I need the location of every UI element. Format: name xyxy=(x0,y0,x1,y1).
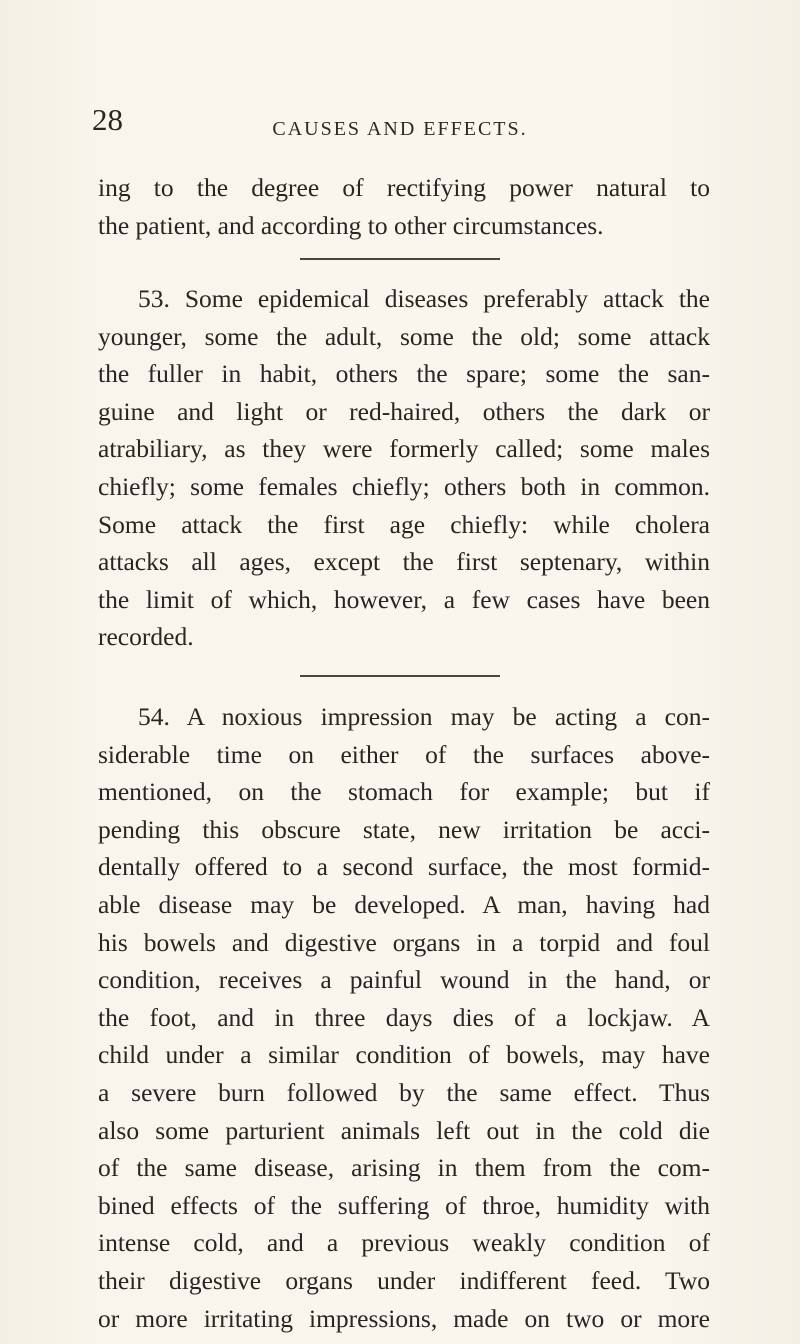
text-line: Some attack the first age chiefly: while cholera xyxy=(98,509,710,539)
text-line: a severe burn followed by the same effect. Thus xyxy=(98,1077,710,1107)
text-line: siderable time on either of the surfaces above- xyxy=(98,739,710,769)
text-line: bined effects of the suffering of throe, humidity with xyxy=(98,1190,710,1220)
page-number: 28 xyxy=(92,102,123,137)
text-line: their digestive organs under indifferent feed. Two xyxy=(98,1265,710,1295)
text-line: 54. A noxious impression may be acting a con- xyxy=(138,702,710,731)
text-line: attacks all ages, except the first septenary, within xyxy=(98,547,710,577)
paragraph-54 xyxy=(98,698,710,1337)
text-line: condition, receives a painful wound in the hand, or xyxy=(98,965,710,995)
text-line: recorded. xyxy=(98,622,194,652)
text-line: mentioned, on the stomach for example; but if xyxy=(98,777,710,807)
text-line: intense cold, and a previous weakly condition of xyxy=(98,1228,710,1258)
text-line: the patient, and according to other circumstances. xyxy=(98,210,604,240)
text-line: his bowels and digestive organs in a torpid and foul xyxy=(98,927,710,957)
text-line: atrabiliary, as they were formerly called; some males xyxy=(98,434,710,464)
text-line: or more irritating impressions, made on two or more xyxy=(98,1303,710,1333)
text-line: able disease may be developed. A man, having had xyxy=(98,889,710,919)
text-line: of the same disease, arising in them from the com- xyxy=(98,1153,710,1183)
running-head-title: CAUSES AND EFFECTS. xyxy=(272,118,528,140)
text-line: chiefly; some females chiefly; others both in common. xyxy=(98,471,710,501)
paragraph-53 xyxy=(98,280,710,656)
section-divider xyxy=(300,675,500,677)
text-line: the limit of which, however, a few cases have been xyxy=(98,584,710,614)
text-line: dentally offered to a second surface, the most formid- xyxy=(98,852,710,882)
text-line: younger, some the adult, some the old; some attack xyxy=(98,321,710,351)
section-divider xyxy=(300,258,500,260)
text-line: 53. Some epidemical diseases preferably attack the xyxy=(138,284,710,313)
text-line: pending this obscure state, new irritation be acci- xyxy=(98,814,710,844)
paragraph-continuation xyxy=(98,169,710,244)
text-line: child under a similar condition of bowels, may have xyxy=(98,1040,710,1070)
text-line: guine and light or red-haired, others the dark or xyxy=(98,396,710,426)
text-line: ing to the degree of rectifying power natural to xyxy=(98,173,710,202)
text-line: the fuller in habit, others the spare; some the san- xyxy=(98,359,710,389)
text-line: the foot, and in three days dies of a lockjaw. A xyxy=(98,1002,710,1032)
text-line: also some parturient animals left out in the cold die xyxy=(98,1115,710,1145)
